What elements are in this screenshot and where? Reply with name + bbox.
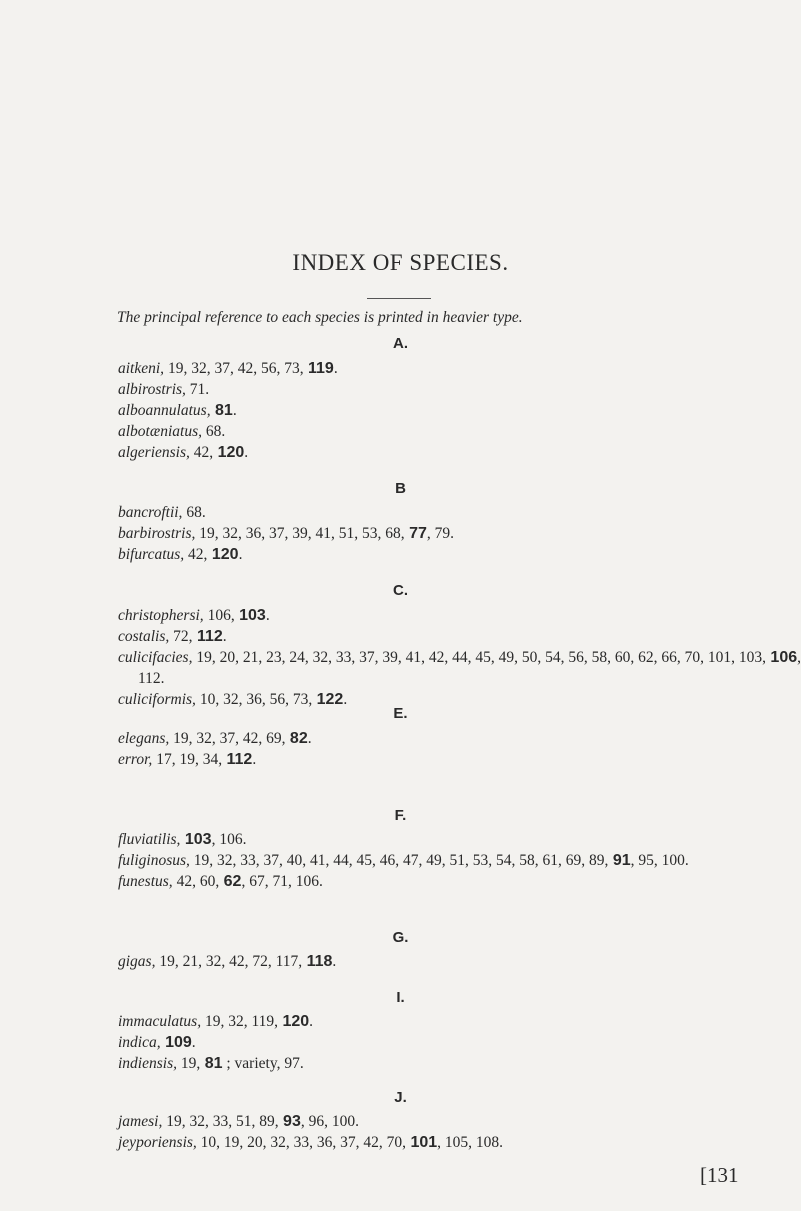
species-entry: elegans, 19, 32, 37, 42, 69, 82. xyxy=(118,730,312,747)
section-e-entries xyxy=(118,728,312,770)
section-letter-i: I. xyxy=(396,989,405,1006)
section-letter-b: B xyxy=(395,480,406,497)
section-i-entries xyxy=(118,1011,313,1074)
section-letter-e: E. xyxy=(393,705,408,722)
species-entry: culicifacies, 19, 20, 21, 23, 24, 32, 33, 37, 39, 41, 42, 44, 45, 49, 50, 54, 56, 58, 60, 62, 66, 70, 101, 103, 106, 112. xyxy=(118,649,801,687)
section-j-entries xyxy=(118,1111,503,1153)
species-entry: algeriensis, 42, 120. xyxy=(118,444,249,461)
section-letter-j: J. xyxy=(394,1089,407,1106)
species-entry: bifurcatus, 42, 120. xyxy=(118,546,243,563)
species-entry: indica, 109. xyxy=(118,1034,196,1051)
section-f-entries xyxy=(118,829,801,892)
species-entry: costalis, 72, 112. xyxy=(118,628,227,645)
page-title: INDEX OF SPECIES. xyxy=(292,250,509,275)
section-c-entries xyxy=(118,605,801,710)
title-rule xyxy=(367,298,431,299)
species-entry: alboannulatus, 81. xyxy=(118,402,237,419)
species-entry: fuliginosus, 19, 32, 33, 37, 40, 41, 44, 45, 46, 47, 49, 51, 53, 54, 58, 61, 69, 89, 91, 95, 100. xyxy=(118,852,689,869)
section-letter-c: C. xyxy=(393,582,408,599)
section-a-entries xyxy=(118,358,338,463)
species-entry: fluviatilis, 103, 106. xyxy=(118,831,247,848)
species-entry: indiensis, 19, 81 ; variety, 97. xyxy=(118,1055,304,1072)
section-letter-a: A. xyxy=(393,335,408,352)
heavier-type-note: The principal reference to each species is printed in heavier type. xyxy=(117,309,523,326)
species-entry: bancroftii, 68. xyxy=(118,504,206,521)
species-entry: gigas, 19, 21, 32, 42, 72, 117, 118. xyxy=(118,953,337,970)
species-entry: funestus, 42, 60, 62, 67, 71, 106. xyxy=(118,873,323,890)
section-b-entries xyxy=(118,502,454,565)
species-entry: christophersi, 106, 103. xyxy=(118,607,270,624)
species-entry: immaculatus, 19, 32, 119, 120. xyxy=(118,1013,314,1030)
section-letter-g: G. xyxy=(392,929,409,946)
species-entry: error, 17, 19, 34, 112. xyxy=(118,751,257,768)
species-entry: culiciformis, 10, 32, 36, 56, 73, 122. xyxy=(118,691,348,708)
species-entry: aitkeni, 19, 32, 37, 42, 56, 73, 119. xyxy=(118,360,338,377)
species-entry: jamesi, 19, 32, 33, 51, 89, 93, 96, 100. xyxy=(118,1113,359,1130)
section-letter-f: F. xyxy=(394,807,407,824)
species-entry: barbirostris, 19, 32, 36, 37, 39, 41, 51, 53, 68, 77, 79. xyxy=(118,525,455,542)
page-number: [131 xyxy=(700,1163,739,1187)
section-g-entries xyxy=(118,951,336,972)
species-entry: albirostris, 71. xyxy=(118,381,210,398)
species-entry: albotæniatus, 68. xyxy=(118,423,226,440)
species-entry: jeyporiensis, 10, 19, 20, 32, 33, 36, 37, 42, 70, 101, 105, 108. xyxy=(118,1134,504,1151)
